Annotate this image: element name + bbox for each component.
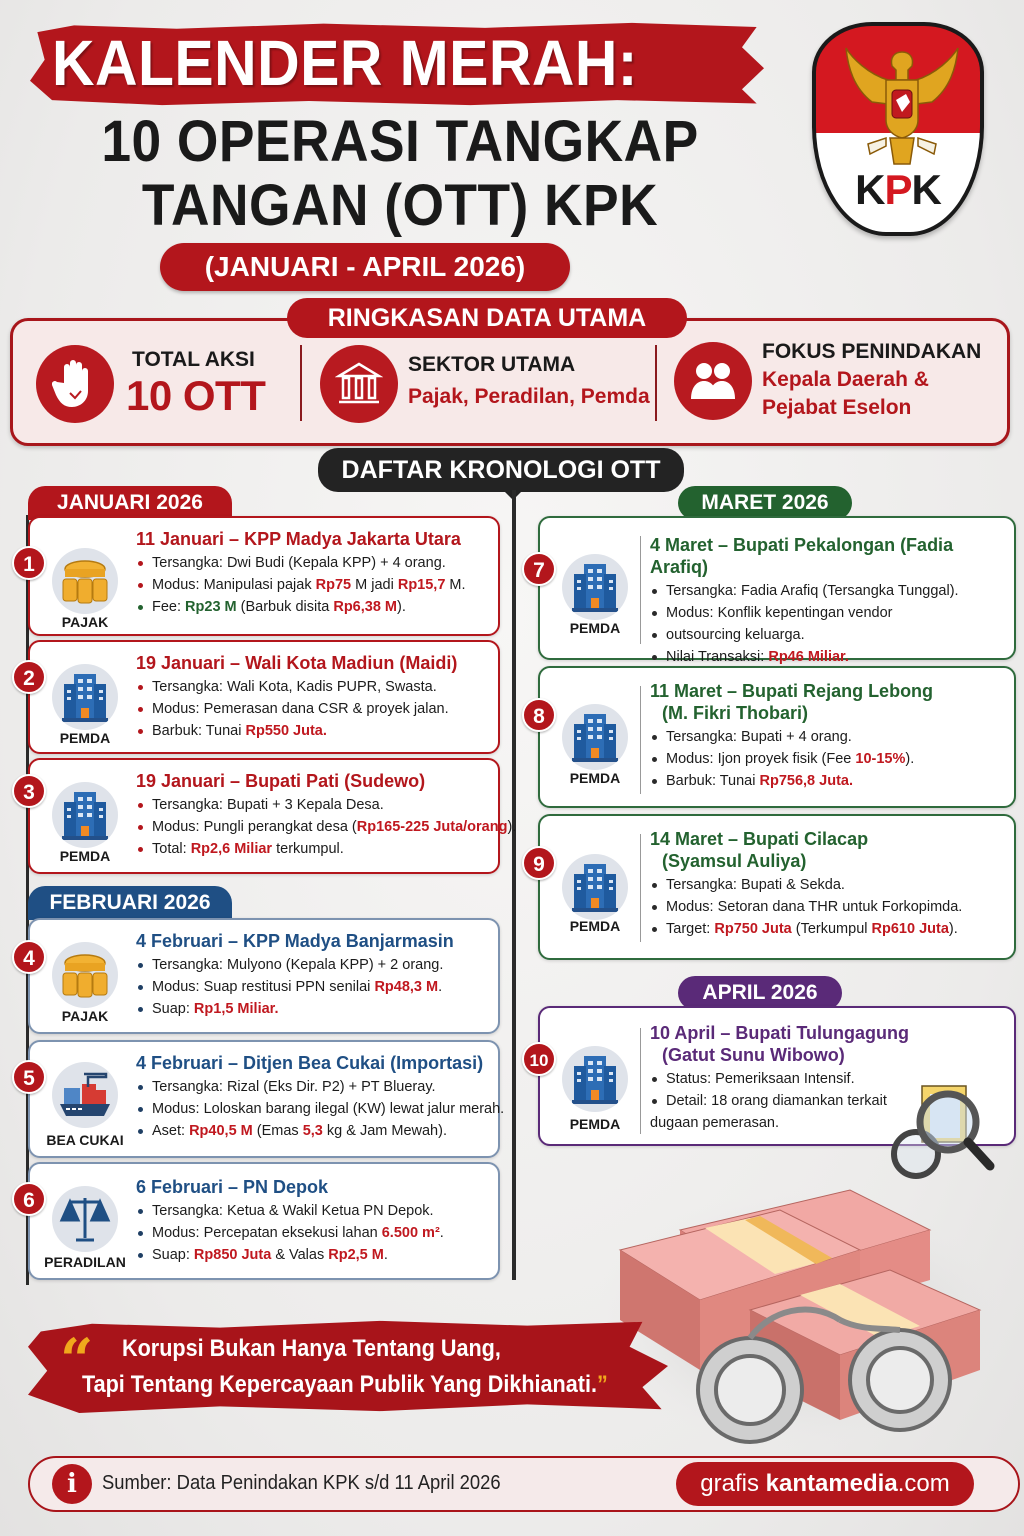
case-detail-modus: Modus: Ijon proyek fisik (Fee 10-15%).: [650, 748, 933, 770]
case-content: [650, 680, 933, 792]
case-number-badge: 9: [522, 846, 556, 880]
case-number-badge: 4: [12, 940, 46, 974]
government-building-icon: [52, 664, 118, 730]
footer-brand-link[interactable]: grafis kantamedia.com: [676, 1462, 974, 1506]
card-divider: [640, 686, 641, 794]
case-detail-modus: Modus: Setoran dana THR untuk Forkopimda.: [650, 896, 962, 918]
case-title: 19 Januari – Bupati Pati (Sudewo): [136, 771, 426, 791]
case-detail-modus: Modus: Suap restitusi PPN senilai Rp48,3 M.: [136, 976, 454, 998]
month-label-februari: FEBRUARI 2026: [28, 886, 232, 920]
case-number-badge: 7: [522, 552, 556, 586]
case-card-8[interactable]: [538, 666, 1016, 808]
case-title: 11 Januari – KPP Madya Jakarta Utara: [136, 529, 461, 549]
case-content: [136, 528, 466, 618]
sector-label: PERADILAN: [44, 1254, 126, 1270]
government-building-icon: [562, 554, 628, 620]
case-detail-status: Status: Pemeriksaan Intensif.: [650, 1068, 909, 1090]
card-divider: [640, 834, 641, 942]
case-content: [136, 1052, 504, 1142]
summary-total-actions: [36, 345, 265, 423]
case-title: 14 Maret – Bupati Cilacap: [650, 829, 869, 849]
case-title-name: (Gatut Sunu Wibowo): [662, 1045, 845, 1065]
sector-label: PEMDA: [59, 848, 111, 864]
case-number-badge: 3: [12, 774, 46, 808]
summary-divider: [300, 345, 302, 421]
summary-main-sectors: [320, 345, 650, 423]
government-building-icon: [562, 704, 628, 770]
case-detail-modus: Modus: Pungli perangkat desa (Rp165-225 Juta/orang).: [136, 816, 516, 838]
summary-label: FOKUS PENINDAKAN: [762, 340, 982, 363]
info-icon: i: [52, 1464, 92, 1504]
case-number-badge: 8: [522, 698, 556, 732]
case-detail-suspect: Tersangka: Bupati + 3 Kepala Desa.: [136, 794, 516, 816]
sector-label: PEMDA: [569, 918, 621, 934]
case-number-badge: 10: [522, 1042, 556, 1076]
quote-line-2: Tapi Tentang Kepercayaan Publik Yang Dikhianati.”: [82, 1371, 608, 1398]
government-building-icon: [562, 1046, 628, 1112]
summary-value: 10 OTT: [126, 372, 266, 419]
sector-label: PAJAK: [61, 614, 109, 630]
footer-source-text: Sumber: Data Penindakan KPK s/d 11 April 2026: [102, 1472, 501, 1494]
summary-label: SEKTOR UTAMA: [408, 353, 576, 376]
case-detail-evidence: Barbuk: Tunai Rp756,8 Juta.: [650, 770, 933, 792]
case-detail-modus: Modus: Konflik kepentingan vendor: [650, 602, 1014, 624]
case-card-7[interactable]: [538, 516, 1016, 665]
case-title: 4 Februari – Ditjen Bea Cukai (Importasi): [136, 1053, 484, 1073]
period-badge: (JANUARI - APRIL 2026): [160, 243, 570, 291]
case-number-badge: 1: [12, 546, 46, 580]
people-icon: [674, 342, 752, 420]
case-content: [650, 534, 1014, 668]
coins-icon: [52, 548, 118, 614]
quote-brush-background: [28, 1318, 668, 1414]
month-label-januari: JANUARI 2026: [28, 486, 232, 520]
title-line-2: 10 OPERASI TANGKAP: [101, 109, 699, 174]
summary-value-line-2: Pejabat Eselon: [762, 396, 912, 419]
card-divider: [640, 536, 641, 644]
case-detail-modus: Modus: Pemerasan dana CSR & proyek jalan.: [136, 698, 457, 720]
case-detail-suspect: Tersangka: Mulyono (Kepala KPP) + 2 orang.: [136, 954, 454, 976]
month-label-april: APRIL 2026: [678, 976, 842, 1010]
timeline-center-line: [512, 490, 516, 1280]
quote-line-1: Korupsi Bukan Hanya Tentang Uang,: [122, 1335, 501, 1362]
sector-label: BEA CUKAI: [46, 1132, 124, 1148]
sector-label: PEMDA: [569, 620, 621, 636]
case-detail-value: Nilai Transaksi: Rp46 Miliar.: [650, 646, 1014, 668]
case-detail-fee: Fee: Rp23 M (Barbuk disita Rp6,38 M).: [136, 596, 466, 618]
summary-divider: [655, 345, 657, 421]
case-card-3[interactable]: [28, 758, 517, 874]
coins-icon: [52, 942, 118, 1008]
kpk-logo-text: KPK: [855, 166, 941, 213]
sector-label: PEMDA: [569, 770, 621, 786]
scales-of-justice-icon: [52, 1186, 118, 1252]
quote-close-icon: ”: [596, 1371, 608, 1398]
case-card-6[interactable]: [28, 1162, 500, 1280]
case-content: [136, 1176, 444, 1266]
case-title: 11 Maret – Bupati Rejang Lebong: [650, 681, 934, 701]
case-title: 4 Februari – KPP Madya Banjarmasin: [136, 931, 454, 951]
case-detail-target: Target: Rp750 Juta (Terkumpul Rp610 Juta).: [650, 918, 962, 940]
summary-label: TOTAL AKSI: [132, 348, 255, 371]
timeline-title: DAFTAR KRONOLOGI OTT: [318, 448, 684, 492]
case-content: [136, 652, 457, 742]
money-and-handcuffs-illustration: [600, 1170, 1024, 1460]
case-detail-modus-cont: outsourcing keluarga.: [650, 624, 1014, 646]
case-detail-info: Detail: 18 orang diamankan terkait: [650, 1090, 909, 1112]
government-building-icon: [52, 782, 118, 848]
cargo-ship-icon: [52, 1062, 118, 1128]
title-line-1: KALENDER MERAH:: [52, 27, 638, 99]
case-detail-bribe: Suap: Rp1,5 Miliar.: [136, 998, 454, 1020]
courthouse-icon: [320, 345, 398, 423]
case-detail-suspect: Tersangka: Bupati + 4 orang.: [650, 726, 933, 748]
case-title: 19 Januari – Wali Kota Madiun (Maidi): [136, 653, 458, 673]
stop-hand-icon: [36, 345, 114, 423]
garuda-emblem-icon: [838, 44, 966, 172]
case-detail-suspect: Tersangka: Rizal (Eks Dir. P2) + PT Blueray.: [136, 1076, 504, 1098]
sector-label: PAJAK: [61, 1008, 109, 1024]
card-divider: [640, 1028, 641, 1134]
summary-enforcement-focus: [674, 340, 981, 422]
case-card-10[interactable]: [538, 1006, 1016, 1146]
case-detail-suspect: Tersangka: Fadia Arafiq (Tersangka Tunggal).: [650, 580, 1014, 602]
summary-value: Pajak, Peradilan, Pemda: [408, 385, 650, 408]
summary-value-line-1: Kepala Daerah &: [762, 368, 929, 391]
government-building-icon: [562, 854, 628, 920]
case-card-9[interactable]: [538, 814, 1016, 960]
sector-label: PEMDA: [569, 1116, 621, 1132]
case-detail-info-cont: dugaan pemerasan.: [650, 1115, 779, 1131]
case-number-badge: 2: [12, 660, 46, 694]
quote-open-icon: “: [60, 1326, 94, 1394]
case-content: [136, 770, 516, 860]
title-line-3: TANGAN (OTT) KPK: [141, 173, 659, 238]
case-detail-modus: Modus: Percepatan eksekusi lahan 6.500 m².: [136, 1222, 444, 1244]
case-content: [650, 828, 962, 940]
case-card-2[interactable]: [28, 640, 500, 754]
kpk-logo: [812, 22, 984, 236]
summary-section-title: RINGKASAN DATA UTAMA: [287, 298, 687, 338]
case-title-name: (M. Fikri Thobari): [662, 703, 808, 723]
case-detail-suspect: Tersangka: Wali Kota, Kadis PUPR, Swasta.: [136, 676, 457, 698]
case-card-1[interactable]: [28, 516, 500, 636]
case-detail-modus: Modus: Loloskan barang ilegal (KW) lewat jalur merah.: [136, 1098, 504, 1120]
case-content: [650, 1022, 909, 1134]
case-number-badge: 6: [12, 1182, 46, 1216]
case-detail-suspect: Tersangka: Bupati & Sekda.: [650, 874, 962, 896]
case-detail-suspect: Tersangka: Dwi Budi (Kepala KPP) + 4 orang.: [136, 552, 466, 574]
case-detail-suspect: Tersangka: Ketua & Wakil Ketua PN Depok.: [136, 1200, 444, 1222]
case-detail-bribe: Suap: Rp850 Juta & Valas Rp2,5 M.: [136, 1244, 444, 1266]
month-label-maret: MARET 2026: [678, 486, 852, 520]
case-title: 6 Februari – PN Depok: [136, 1177, 329, 1197]
case-card-5[interactable]: [28, 1040, 505, 1158]
case-number-badge: 5: [12, 1060, 46, 1094]
case-title: 4 Maret – Bupati Pekalongan (Fadia Arafiq): [650, 535, 954, 577]
sector-label: PEMDA: [59, 730, 111, 746]
case-title-name: (Syamsul Auliya): [662, 851, 807, 871]
case-card-4[interactable]: [28, 918, 500, 1034]
case-detail-total: Total: Rp2,6 Miliar terkumpul.: [136, 838, 516, 860]
case-detail-evidence: Barbuk: Tunai Rp550 Juta.: [136, 720, 457, 742]
case-title: 10 April – Bupati Tulungagung: [650, 1023, 909, 1043]
case-content: [136, 930, 454, 1020]
case-detail-assets: Aset: Rp40,5 M (Emas 5,3 kg & Jam Mewah).: [136, 1120, 504, 1142]
case-detail-modus: Modus: Manipulasi pajak Rp75 M jadi Rp15,7 M.: [136, 574, 466, 596]
